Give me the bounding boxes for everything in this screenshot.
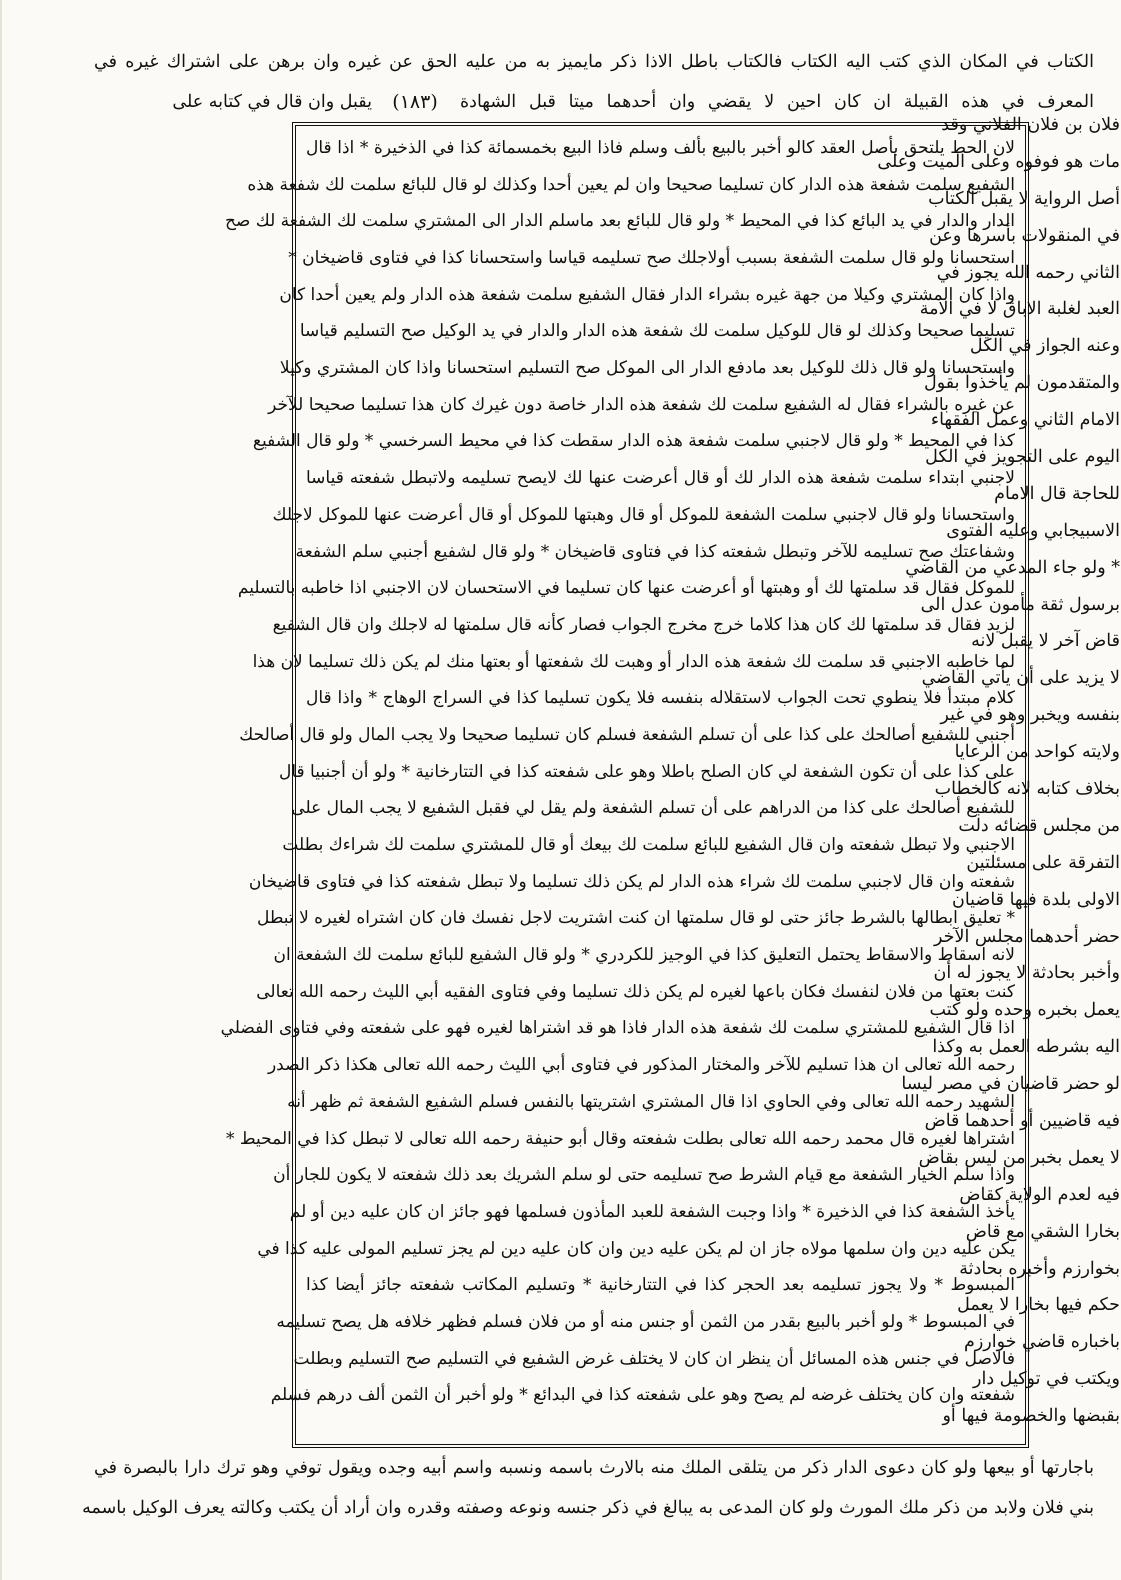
margin-line: حكم فيها بخارا لا يعمل	[957, 1295, 1120, 1316]
margin-line: في المنقولات بأسرها وعن	[929, 225, 1120, 246]
margin-line: بخلاف كتابه لانه كالخطاب	[934, 779, 1120, 799]
main-text-line: أجنبي للشفيع أصالحك على كذا على أن تسلم الشفعة فسلم كان تسليما صحيحا ولا يجب المال ولو قال أصالحك	[239, 724, 1015, 745]
margin-line: الثاني رحمه الله يجوز في	[936, 262, 1120, 283]
margin-line: فيه قاضيين أو أحدهما قاض	[924, 1111, 1120, 1131]
margin-line: باخباره قاضي خوارزم	[964, 1332, 1120, 1353]
main-text-line: يكن عليه دين وان سلمها مولاه جاز ان لم يكن عليه دين وان كان عليه دين لم يجز تسليم المولى عليه كذا في	[257, 1238, 1015, 1259]
main-text-line: كلام مبتدأ فلا ينطوي تحت الجواب لاستقلاله بنفسه فلا يكون تسليما كذا في السراج الوهاج * واذا قال	[306, 688, 1015, 709]
margin-line: الاسبيجابي وعليه الفتوى	[946, 520, 1120, 541]
margin-line: مات هو فوفوه وعلى الميت وعلى	[877, 151, 1120, 172]
header-line-2-left: يقبل وان قال في كتابه على	[172, 92, 372, 112]
margin-line: بنفسه ويخبر وهو في غير	[940, 705, 1120, 726]
margin-line: والمتقدمون لم يأخذوا بقول	[923, 373, 1120, 394]
margin-line: لا يعمل بخبر من ليس بقاض	[918, 1147, 1120, 1168]
page-number: (١٨٣)	[392, 91, 438, 113]
main-text-line: كنت بعتها من فلان لنفسك فكان باعها لغيره لم يكن ذلك تسليما وفي فتاوى الفقيه أبي الليث رحمه الله تعالى	[256, 981, 1015, 1002]
main-text-line: الشهيد رحمه الله تعالى وفي الحاوي اذا قال المشتري اشتريتها بالنفس فسلم الشفيع الشفعة ثم ظهر أنه	[287, 1091, 1015, 1112]
main-text-line: اشتراها لغيره قال محمد رحمه الله تعالى بطلت شفعته وقال أبو حنيفة رحمه الله تعالى لا تبطل كذا في المحيط *	[226, 1128, 1015, 1149]
main-text-line: شفعته وان قال لاجنبي سلمت لك شراء هذه الدار لم يكن ذلك تسليما ولا تبطل شفعته كذا في فتاوى قاضيخان	[248, 871, 1015, 892]
main-text-line: واذا كان المشتري وكيلا من جهة غيره بشراء الدار فقال الشفيع سلمت شفعة هذه الدار ولم يعين أحدا كان	[279, 284, 1015, 305]
margin-line: اليوم على التجويز في الكل	[925, 447, 1120, 467]
margin-line: العبد لغلبة الاباق لا في الامة	[919, 299, 1120, 320]
main-text-line: شفعته وان كان يختلف غرضه لم يصح وهو على شفعته كذا في البدائع * ولو أخبر أن الثمن ألف درهم فسلم	[270, 1385, 1015, 1406]
main-text-line: واستحسانا ولو قال ذلك للوكيل بعد مادفع الدار الى الموكل صح التسليم استحسانا واذا كان المشتري وكيلا	[279, 358, 1015, 379]
margin-line: حضر أحدهما مجلس الآخر	[934, 926, 1120, 947]
margin-line: الاولى بلدة فيها قاضيان	[952, 889, 1120, 910]
main-text-line: كذا في المحيط * ولو قال لاجنبي سلمت شفعة هذه الدار سقطت كذا في محيط السرخسي * ولو قال الشفيع	[252, 431, 1015, 452]
main-text-line: الشفيع سلمت شفعة هذه الدار كان تسليما صحيحا وان لم يعين أحدا وكذلك لو قال للبائع سلمت لك شفعة هذه	[247, 174, 1015, 195]
main-text-line: تسليما صحيحا وكذلك لو قال للوكيل سلمت لك شفعة هذه الدار والدار في يد الوكيل صح التسليم قياسا	[299, 321, 1015, 342]
margin-line: قاض آخر لا يقبل لانه	[971, 631, 1120, 652]
main-text-line: اذا قال الشفيع للمشتري سلمت لك شفعة هذه الدار فاذا هو قد اشتراها لغيره فهو على شفعته وفي فتاوى الفضلي	[220, 1018, 1015, 1039]
main-text-block	[220, 130, 1021, 1440]
main-text-line: * تعليق ابطالها بالشرط جائز حتى لو قال سلمتها ان كنت اشتريت لاجل نفسك فان كان اشتراه لغيره لا تبطل	[256, 908, 1015, 929]
margin-line: فلان بن فلان الفلاني وقد	[941, 115, 1120, 135]
main-text-line: فالاصل في جنس هذه المسائل أن ينظر ان كان لا يختلف غرض الشفيع في التسليم صح التسليم وبطلت	[293, 1348, 1015, 1369]
margin-line: من مجلس قضائه دلت	[958, 815, 1120, 836]
margin-line: يعمل بخبره وحده ولو كتب	[929, 1000, 1120, 1021]
main-text-line: الاجنبي ولا تبطل شفعته وان قال الشفيع للبائع سلمت لك بيعك أو قال للمشتري سلمت لك شراءك بطلت	[282, 835, 1015, 856]
main-text-line: استحسانا ولو قال سلمت الشفعة بسبب أولاجلك صح تسليمه قياسا واستحسانا كذا في فتاوى قاضيخان *	[288, 248, 1015, 269]
page-edge	[0, 0, 2, 1580]
footer-line: بني فلان ولابد من ذكر ملك المورث ولو كان المدعى به يبالغ في ذكر جنسه ونوعه وصفته وقدره وان أراد أن يكتب وكالته يعرف الوكيل باسمه	[82, 1498, 1094, 1518]
main-text-line: لان الحط يلتحق بأصل العقد كالو أخبر بالبيع بألف وسلم فاذا البيع بخمسمائة كذا في الذخيرة * اذا قال	[306, 138, 1015, 158]
main-text-line: لاجنبي ابتداء سلمت شفعة هذه الدار لك أو قال أعرضت عنها لك لايصح تسليمه ولاتبطل شفعته قياسا	[306, 468, 1015, 489]
footer-line: باجارتها أو بيعها ولو كان دعوى الدار ذكر من يتلقى الملك منه بالارث باسمه ونسبه واسم أبيه وجده ويقول توفي وهو ترك دارا بالبصرة في	[94, 1458, 1094, 1478]
margin-line: أصل الرواية لا يقبل الكتاب	[928, 188, 1120, 209]
margin-line: * ولو جاء المدعي من القاضي	[905, 557, 1120, 578]
margin-line: ولايته كواحد من الرعايا	[954, 742, 1120, 763]
main-text-line: وشفاعتك صح تسليمه للآخر وتبطل شفعته كذا في فتاوى قاضيخان * ولو قال لشفيع أجنبي سلم الشفعة	[295, 541, 1015, 562]
header-line-1: الكتاب في المكان الذي كتب اليه الكتاب فالكتاب باطل الاذا ذكر مايميز به من عليه الحق عن غيره وان برهن على اشتراك غيره في	[94, 52, 1094, 72]
main-text-line: المبسوط * ولا يجوز تسليمه بعد الحجر كذا في التتارخانية * وتسليم المكاتب شفعته جائز أيضا كذا	[306, 1275, 1015, 1296]
header-line-2-right: المعرف في هذه القبيلة ان كان احين لا يقضي وان أحدهما ميتا قبل الشهادة	[460, 92, 1094, 112]
main-text-line: عن غيره بالشراء فقال له الشفيع سلمت لك شفعة هذه الدار خاصة دون غيرك كان هذا تسليما صحيحا للآخر	[268, 394, 1015, 415]
margin-line: وأخبر بحادثة لا يجوز له أن	[933, 963, 1120, 984]
margin-line: الامام الثاني وعمل الفقهاء	[930, 410, 1120, 431]
margin-line: وعنه الجواز في الكل	[969, 336, 1120, 357]
margin-line: فيه لعدم الولاية كقاض	[959, 1184, 1120, 1205]
main-text-line: في المبسوط * ولو أخبر بالبيع بقدر من الثمن أو جنس منه أو من فلان فسلم فظهر خلافه هل يصح تسليمه	[276, 1311, 1015, 1332]
main-text-line: رحمه الله تعالى ان هذا تسليم للآخر والمختار المذكور في فتاوى أبي الليث رحمه الله تعالى هكذا ذكر الصدر	[267, 1055, 1015, 1076]
main-text-line: للشفيع أصالحك على كذا من الدراهم على أن تسلم الشفعة ولم يقل لي فقبل الشفيع لا يجب المال على	[291, 798, 1015, 819]
margin-line: اليه بشرطه العمل به وكذا	[932, 1037, 1120, 1058]
margin-line: بقبضها والخصومة فيها أو	[942, 1406, 1120, 1427]
main-text-line: واستحسانا ولو قال لاجنبي سلمت الشفعة للموكل أو قال وهبتها للموكل أو قال أعرضت عنها للموكل لاجلك	[272, 504, 1015, 525]
margin-line: للحاجة قال الامام	[994, 483, 1120, 504]
margin-line: بخوارزم وأخبره بحادثة	[959, 1258, 1120, 1279]
main-text-line: على كذا على أن تكون الشفعة لي كان الصلح باطلا وهو على شفعته كذا في التتارخانية * ولو أن أجنبيا قال	[279, 761, 1015, 782]
main-text-line: لما خاطبه الاجنبي قد سلمت لك شفعة هذه الدار أو وهبت لك شفعتها أو بعتها منك لم يكن ذلك تسليما لان هذا	[252, 651, 1015, 672]
margin-line: ويكتب في توكيل دار	[973, 1369, 1120, 1390]
main-text-line: واذا سلم الخيار الشفعة مع قيام الشرط صح تسليمه حتى لو سلم الشريك بعد ذلك شفعته لا يكون للجار أن	[273, 1165, 1015, 1186]
margin-line: لو حضر قاضيان في مصر ليسا	[901, 1074, 1120, 1095]
main-text-line: لزيد فقال قد سلمتها لك كان هذا كلاما خرج مخرج الجواب فصار كأنه قال سلمتها له لاجلك وان قال الشفيع	[272, 614, 1015, 635]
main-text-line: للموكل فقال قد سلمتها لك أو وهبتها أو أعرضت عنها كان تسليما في الاستحسان لان الاجنبي اذا خاطبه بالتسليم	[237, 578, 1015, 599]
margin-line: التفرقة على مسئلتين	[966, 852, 1120, 873]
margin-line: برسول ثقة مأمون عدل الى	[920, 594, 1120, 615]
margin-line: بخارا الشقي مع قاض	[965, 1221, 1120, 1242]
main-text-line: لانه اسقاط والاسقاط يحتمل التعليق كذا في الوجيز للكردري * ولو قال الشفيع للبائع سلمت لك الشفعة ان	[273, 945, 1015, 966]
main-text-line: الدار والدار في يد البائع كذا في المحيط * ولو قال للبائع بعد ماسلم الدار الى المشتري سلمت لك الشفعة لك صح	[224, 211, 1015, 232]
main-text-line: يأخذ الشفعة كذا في الذخيرة * واذا وجبت الشفعة للعبد المأذون فسلمها فهو جائز ان كان عليه دين أو لم	[289, 1201, 1015, 1222]
margin-line: لا يزيد على أن يأتي القاضي	[921, 668, 1120, 689]
